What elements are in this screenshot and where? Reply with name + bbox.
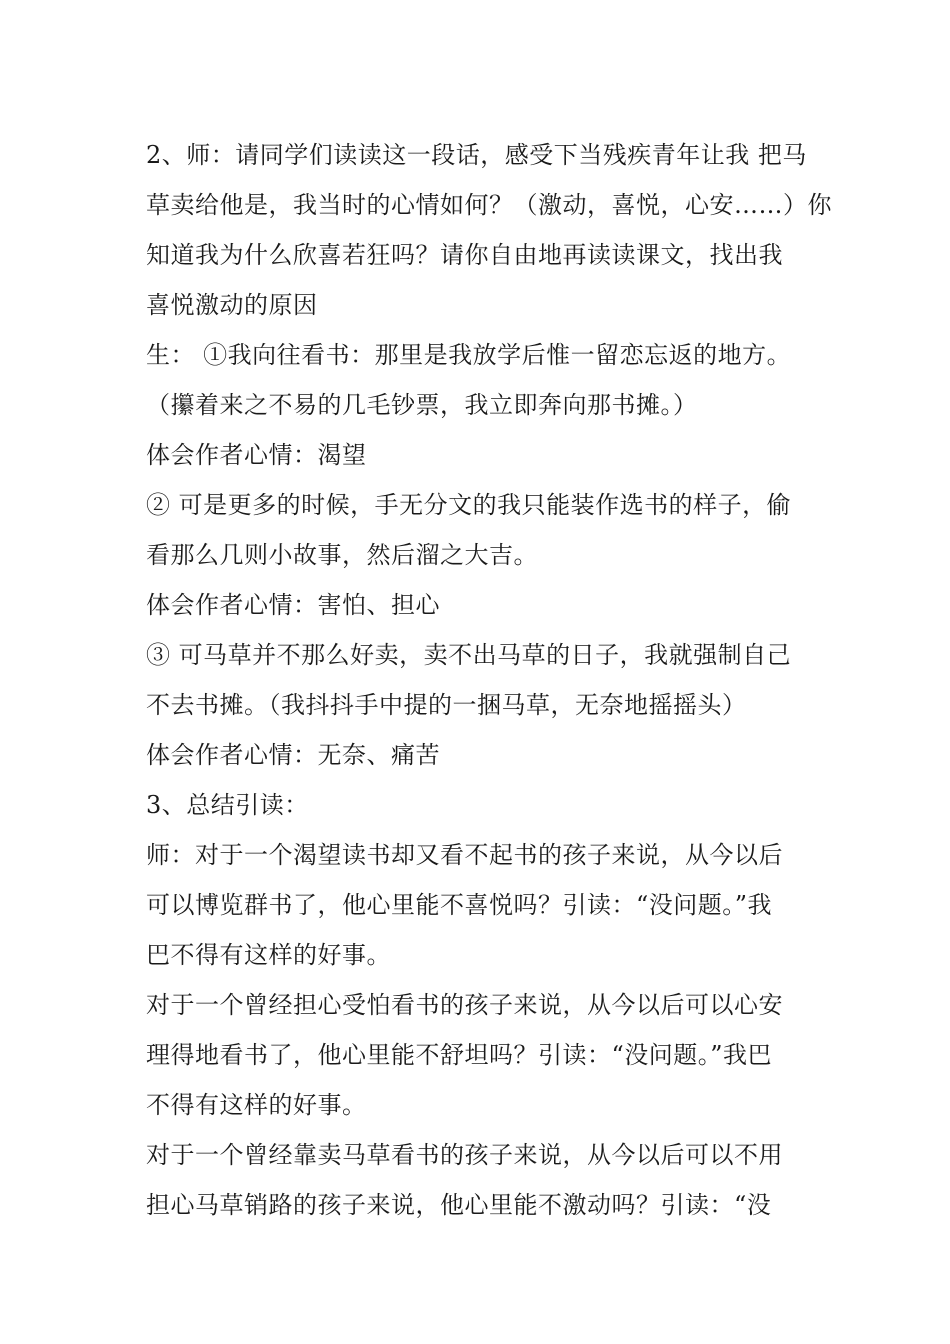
text-line: 2、师：请同学们读读这一段话，感受下当残疾青年让我 把马 [146, 141, 807, 169]
text-line: ③ 可马草并不那么好卖，卖不出马草的日子，我就强制自己 [146, 641, 792, 669]
text-line: 不去书摊。（我抖抖手中提的一捆马草，无奈地摇摇头） [146, 691, 747, 719]
text-line: 不得有这样的好事。 [146, 1091, 367, 1119]
text-line: 对于一个曾经靠卖马草看书的孩子来说，从今以后可以不用 [146, 1141, 783, 1169]
text-line: 巴不得有这样的好事。 [146, 941, 391, 969]
text-line: 体会作者心情：害怕、担心 [146, 591, 440, 619]
text-line: 师：对于一个渴望读书却又看不起书的孩子来说，从今以后 [146, 841, 783, 869]
text-line: 喜悦激动的原因 [146, 291, 318, 319]
text-line: （攥着来之不易的几毛钞票，我立即奔向那书摊。） [146, 391, 698, 419]
text-line: 担心马草销路的孩子来说，他心里能不激动吗？引读：“没 [146, 1191, 772, 1219]
document-body [146, 130, 832, 1230]
text-line: 3、总结引读： [146, 791, 309, 819]
text-line: 对于一个曾经担心受怕看书的孩子来说，从今以后可以心安 [146, 991, 783, 1019]
text-line: 可以博览群书了，他心里能不喜悦吗？引读：“没问题。”我 [146, 891, 773, 919]
text-line: 体会作者心情：无奈、痛苦 [146, 741, 440, 769]
text-line: ② 可是更多的时候，手无分文的我只能装作选书的样子，偷 [146, 491, 792, 519]
text-line: 知道我为什么欣喜若狂吗？请你自由地再读读课文，找出我 [146, 241, 783, 269]
text-line: 生： ①我向往看书：那里是我放学后惟一留恋忘返的地方。 [146, 341, 792, 369]
text-line: 看那么几则小故事，然后溜之大吉。 [146, 541, 538, 569]
text-line: 理得地看书了，他心里能不舒坦吗？引读：“没问题。”我巴 [146, 1041, 773, 1069]
text-line: 草卖给他是，我当时的心情如何？（激动，喜悦，心安……）你 [146, 191, 832, 219]
text-line: 体会作者心情：渴望 [146, 441, 367, 469]
